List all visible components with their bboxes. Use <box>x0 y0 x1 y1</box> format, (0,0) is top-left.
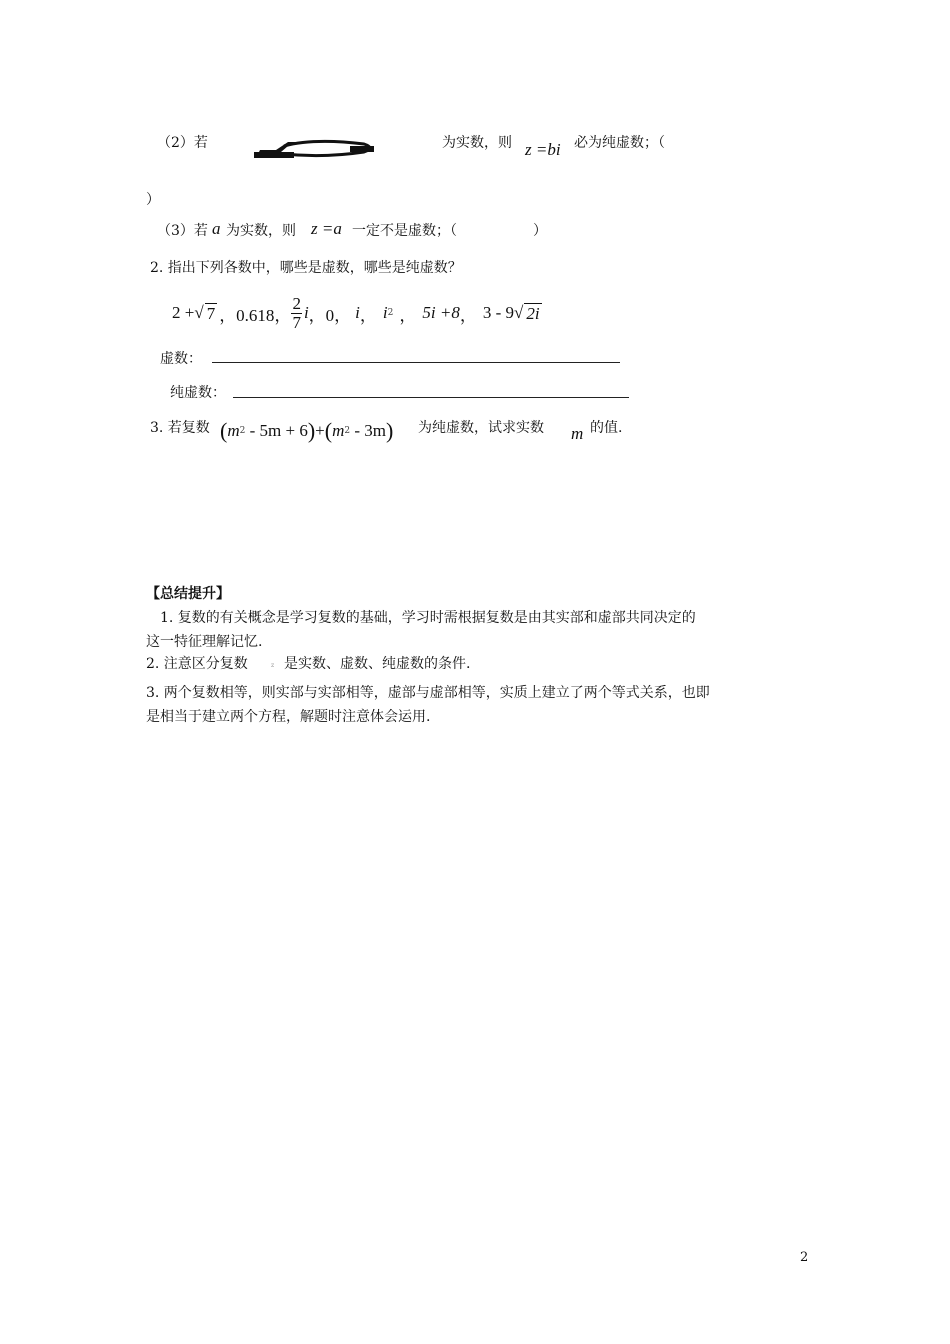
q3-var-m: m <box>571 424 584 443</box>
q3-expr2-exp: 2 <box>344 426 351 436</box>
q3-plus: + <box>315 421 325 440</box>
sqrt-symbol: √ <box>194 303 204 322</box>
q1-3-suffix: 一定不是虚数；（ <box>352 223 457 239</box>
q2-comma3: ， <box>459 305 477 325</box>
summary-p2-a: 2. 注意区分复数 <box>146 656 248 672</box>
distorted-formula-image <box>254 138 378 160</box>
q2-frac-den: 7 <box>292 312 301 332</box>
q2-title: 2. 指出下列各数中，哪些是虚数，哪些是纯虚数？ <box>150 260 462 276</box>
q2-i-sq-base: i <box>382 303 388 322</box>
q2-zero: ，0， <box>308 305 352 325</box>
summary-p3-line1: 3. 两个复数相等，则实部与实部相等，虚部与虚部相等，实质上建立了两个等式关系，也即 <box>146 685 710 701</box>
q1-3-var-a: a <box>212 219 221 238</box>
paren-close-2: ) <box>385 418 394 443</box>
q2-i-single: i <box>355 303 360 322</box>
q2-imag-label: 虚数： <box>160 351 202 367</box>
q2-comma1: ， <box>359 305 377 325</box>
paren-close-1: ) <box>307 418 316 443</box>
q2-five-i: 5i +8 <box>422 303 460 322</box>
q3-prefix: 3. 若复数 <box>150 420 210 436</box>
q3-expr2-a: m <box>332 421 345 440</box>
q2-dec: ，0.618， <box>219 305 292 325</box>
q2-fraction <box>291 295 302 332</box>
summary-p1-line2: 这一特征理解记忆. <box>146 634 263 650</box>
q2-sum-lead: 2 + <box>172 303 195 322</box>
q3-middle: 为纯虚数，试求实数 <box>418 420 544 436</box>
q2-frac-num: 2 <box>292 293 301 313</box>
q2-sqrt7: 7 <box>206 303 216 323</box>
q3-expression <box>220 418 393 444</box>
q1-2-prefix: （2）若 <box>157 135 208 151</box>
q1-3-close: ） <box>533 223 547 239</box>
q3-expr1-b: - 5m + 6 <box>245 421 308 440</box>
summary-p1-line1: 1. 复数的有关概念是学习复数的基础，学习时需根据复数是由其实部和虚部共同决定的 <box>160 610 696 626</box>
q2-pure-answer-line <box>233 397 629 398</box>
q3-expr1-a: m <box>227 421 240 440</box>
q2-imag-answer-line <box>212 362 620 363</box>
q2-frac-var: i <box>303 303 309 322</box>
sqrt-symbol-2: √ <box>514 303 524 322</box>
q1-3-middle: 为实数，则 <box>226 223 296 239</box>
summary-p2-b: 是实数、虚数、纯虚数的条件. <box>284 656 471 672</box>
q3-expr2-b: - 3m <box>350 421 386 440</box>
q3-suffix: 的值. <box>590 420 623 436</box>
q3-expr1-exp: 2 <box>239 426 246 436</box>
q1-2-middle: 为实数，则 <box>442 135 512 151</box>
q2-comma2: ， <box>399 305 417 325</box>
q2-sqrt2i: 2i <box>526 303 540 323</box>
summary-p3-line2: 是相当于建立两个方程，解题时注意体会运用. <box>146 709 431 725</box>
q1-2-suffix: 必为纯虚数；（ <box>574 135 665 151</box>
q2-three-lead: 3 - 9 <box>482 303 514 322</box>
summary-heading: 【总结提升】 <box>146 586 230 602</box>
q2-number-list <box>172 288 542 338</box>
paren-open-1: ( <box>220 418 228 443</box>
small-mark: z <box>271 662 275 669</box>
q2-i-sq-exp: 2 <box>387 308 394 318</box>
q1-3-prefix: （3）若 <box>157 223 208 239</box>
page-number: 2 <box>800 1250 809 1265</box>
q2-pure-label: 纯虚数： <box>170 385 226 401</box>
q1-2-close: ） <box>146 192 160 208</box>
q1-3-formula: z =a <box>311 219 342 238</box>
paren-open-2: ( <box>324 418 333 443</box>
q1-2-formula: z =bi <box>525 140 561 159</box>
